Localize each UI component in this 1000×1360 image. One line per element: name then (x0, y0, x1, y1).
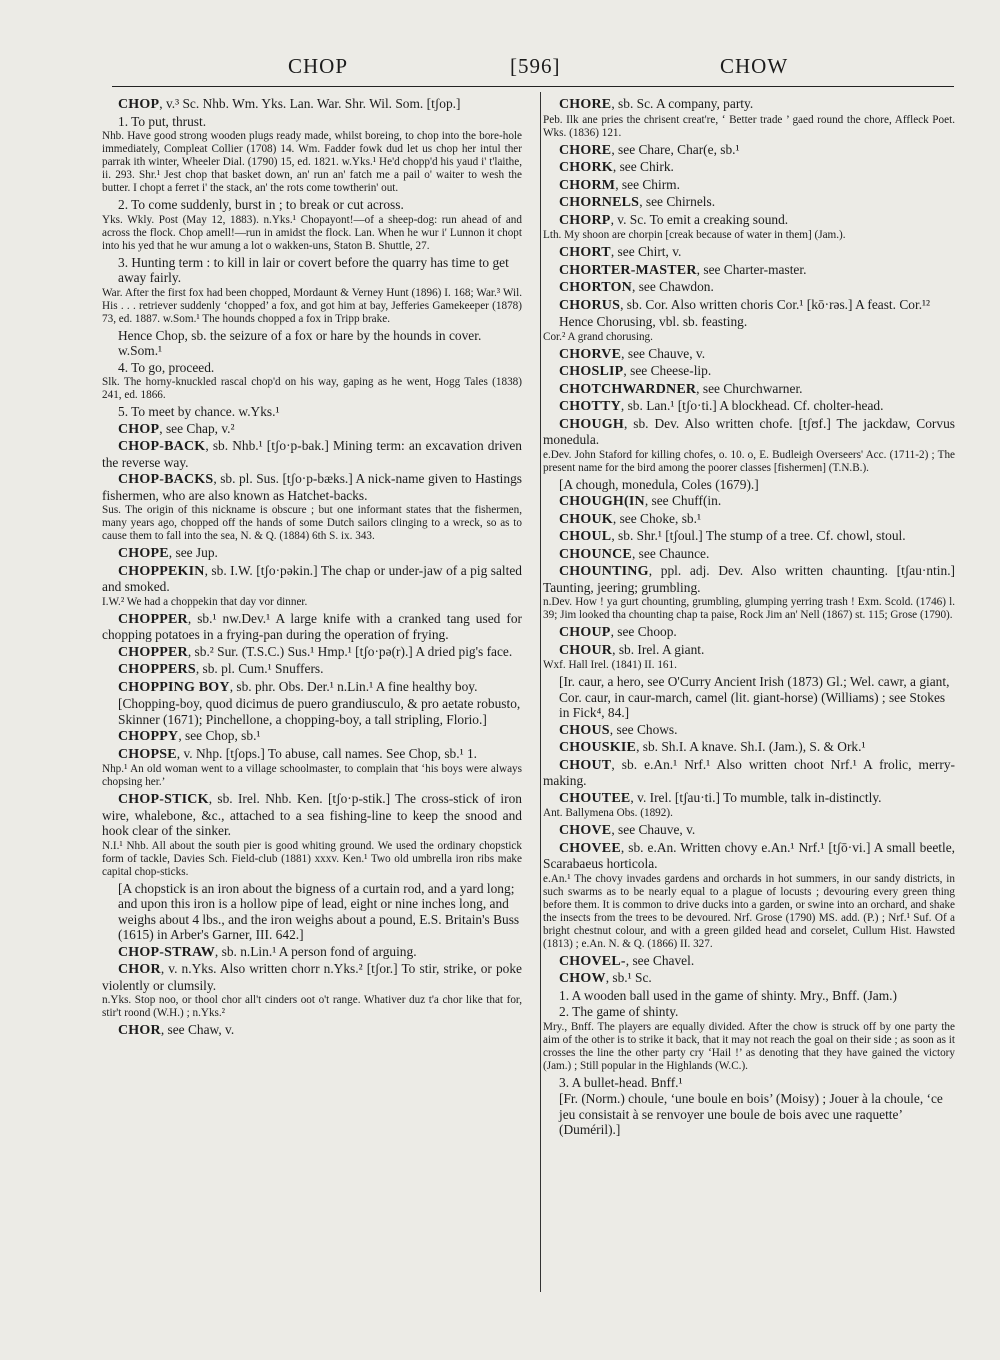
citation: Ant. Ballymena Obs. (1892). (543, 807, 673, 819)
sense-definition: 1. To put, thrust. (118, 113, 207, 129)
citation: Yks. Wkly. Post (May 12, 1883). n.Yks.¹ Chopayont!—of a sheep-dog: run ahead of and across the flock. Chop amell!—run in amidst the flock. Lan. When he wur i' Lunnon it chopt into his yed that he wur amung a lot o wakken-uns, Staton B. Shuttle, 27. (102, 213, 522, 252)
dictionary-entry: CHOUR, sb. Irel. A giant. (559, 641, 705, 658)
sense-definition: 4. To go, proceed. (118, 359, 215, 375)
headword: CHOR (118, 962, 161, 977)
running-head-left: CHOP (288, 54, 349, 78)
dictionary-entry: CHOTTY, sb. Lan.¹ [tʃo·ti.] A blockhead. Cf. cholter-head. (559, 398, 884, 414)
headword: CHOP (118, 97, 160, 112)
citation: n.Dev. How ! ya gurt chounting, grumbling, glumping yerring trash ! Exm. Scold. (1746) l. 39; Jim looked tha chounting chap ta paise, Rock Jim an' Nell (1867) st. 115; Grose (1790). (543, 596, 955, 621)
citation: Sus. The origin of this nickname is obscure ; but one informant states that the fishermen, many years ago, chopped off the hands of some Dutch sailors clinging to a wreck, so as to cause them to fall into the sea, N. & Q. (1884) 6th S. ix. 343. (102, 504, 522, 542)
dictionary-entry: CHOPPERS, sb. pl. Cum.¹ Snuffers. (118, 661, 324, 677)
dictionary-entry: CHOSLIP, see Cheese-lip. (559, 363, 712, 379)
headword: CHOUGH (559, 416, 624, 432)
headword: CHOPPER (118, 611, 188, 627)
headword: CHORP (559, 212, 611, 228)
headword: CHOUR (559, 642, 613, 658)
citation: Slk. The horny-knuckled rascal chop'd on his way, gaping as he went, Hogg Tales (1838) 241, ed. 1866. (102, 376, 522, 401)
headword: CHORM (559, 177, 616, 193)
headword: CHORUS (559, 297, 621, 313)
headword: CHOTCHWARDNER (559, 381, 697, 397)
dictionary-entry: CHOP-BACK, sb. Nhb.¹ [tʃo·p-bak.] Mining term: an excavation driven the reverse way. (102, 438, 522, 470)
dictionary-entry: CHOUK, see Choke, sb.¹ (559, 510, 701, 527)
dictionary-entry: CHOUTEE, v. Irel. [tʃau·ti.] To mumble, talk in-distinctly. (559, 789, 882, 806)
headword: CHOPPER (118, 644, 188, 660)
page-header (110, 54, 940, 84)
citation: Lth. My shoon are chorpin [creak because of water in them] (Jam.). (543, 229, 846, 241)
dictionary-entry: CHOP, see Chap, v.² (118, 420, 235, 437)
headword: CHORE (559, 97, 612, 112)
dictionary-entry: CHOUT, sb. e.An.¹ Nrf.¹ Also written choot Nrf.¹ A frolic, merry-making. (543, 756, 955, 788)
sense-definition: [Fr. (Norm.) choule, ‘une boule en bois’ (Moisy) ; Jouer à la choule, ‘ce jeu consistait à se renvoyer une boule de bois avec une raquette’ (Duméril).] (559, 1091, 943, 1137)
headword: CHOP-BACKS (118, 472, 214, 487)
headword: CHOPE (118, 546, 169, 561)
header-rule (112, 86, 954, 87)
dictionary-entry: CHOUS, see Chows. (559, 721, 678, 738)
dictionary-entry: CHORNELS, see Chirnels. (559, 194, 716, 210)
headword: CHOUP (559, 625, 611, 640)
headword: CHOW (559, 971, 606, 986)
dictionary-entry: CHOUNTING, ppl. adj. Dev. Also written chaunting. [tʃau·ntin.] Taunting, jeering; grumbling. (543, 563, 955, 595)
dictionary-entry: CHORTER-MASTER, see Charter-master. (559, 261, 807, 278)
headword: CHOUK (559, 511, 613, 527)
citation: War. After the first fox had been chopped, Mordaunt & Verney Hunt (1896) I. 168; War.³ Wil. His . . . retriever suddenly ‘chopped’ a fox, and got him at bay, Jefferies Gamekeeper (1878) 73, ed. 1887. w.Som.¹ The hounds chopped a fox in Tripp brake. (102, 286, 522, 325)
headword: CHORE (559, 142, 612, 158)
citation: Peb. Ilk ane pries the chrisent creat're, ‘ Better trade ’ gaed round the chore, Affleck Poet. Wks. (1836) 121. (543, 113, 955, 139)
sense-definition: [A chopstick is an iron about the bigness of a curtain rod, and a yard long; and upon this iron is a hollow pipe of lead, eight or nine inches long, and weighs about 4 lbs., and the iron weighs about a pound, E.S. Britain's Buss (1615) in Arber's Garner, III. 642.] (118, 880, 520, 942)
headword: CHOVEE (559, 840, 621, 856)
sense-definition: 3. Hunting term : to kill in lair or covert before the quarry has time to get away fairly. (118, 254, 509, 285)
dictionary-entry: CHOVEE, sb. e.An. Written chovy e.An.¹ Nrf.¹ [tʃō·vi.] A small beetle, Scarabaeus horticola. (543, 839, 955, 871)
dictionary-entry: CHORP, v. Sc. To emit a creaking sound. (559, 211, 789, 228)
dictionary-entry: CHOW, sb.¹ Sc. (559, 970, 652, 986)
citation: e.An.¹ The chovy invades gardens and orchards in hot summers, in our sandy districts, in such swarms as to be nearly equal to a plague of locusts ; devouring every green thing before them. It is common to drive ducks into a garden, or swine into an orchard, and shake the insects from the trees to be devoured. Nrf. Grose (1790) MS. add. (P.) ; Nrf.¹ Suf. Of a bright chestnut colour, and with a green gilded head and corselet, Cullum Hist. Hawsted (1813) ; e.An. N. & Q. (1866) II. 327. (543, 872, 955, 950)
sense-definition: [Ir. caur, a hero, see O'Curry Ancient Irish (1873) Gl.; Wel. cawr, a giant, Cor. caur, in caur-march, camel (lit. giant-horse) (Williams) ; see Stokes in Fick⁴, 84.] (559, 674, 950, 720)
citation: Cor.² A grand chorusing. (543, 330, 653, 343)
headword: CHOUT (559, 757, 612, 773)
dictionary-entry: CHOR, see Chaw, v. (118, 1022, 235, 1038)
citation: Nhp.¹ An old woman went to a village schoolmaster, to complain that ‘his boys were always chopsing her.’ (102, 763, 522, 788)
citation: Wxf. Hall Irel. (1841) II. 161. (543, 659, 677, 671)
headword: CHOPPY (118, 729, 179, 744)
headword: CHOUS (559, 722, 610, 738)
headword: CHOUTEE (559, 790, 631, 806)
running-head-right: CHOW (720, 54, 789, 78)
dictionary-entry: CHORM, see Chirm. (559, 176, 680, 193)
headword: CHOP (118, 421, 160, 437)
dictionary-entry: CHOP-STICK, sb. Irel. Nhb. Ken. [tʃo·p-stik.] The cross-stick of iron wire, whalebone, &c., attached to a sea fishing-line to keep the snood and hook clear of the sinker. (102, 791, 522, 838)
dictionary-entry: CHORTON, see Chawdon. (559, 279, 714, 295)
headword: CHOP-BACK (118, 439, 206, 454)
right-column (543, 96, 955, 1139)
dictionary-entry: CHOUGH, sb. Dev. Also written chofe. [tʃʊf.] The jackdaw, Corvus monedula. (543, 415, 955, 447)
headword: CHOP-STICK (118, 792, 209, 807)
dictionary-entry: CHOUSKIE, sb. Sh.I. A knave. Sh.I. (Jam.), S. & Ork.¹ (559, 739, 866, 755)
headword: CHOSLIP (559, 364, 624, 379)
dictionary-entry: CHOUGH(IN, see Chuff(in. (559, 493, 722, 509)
dictionary-entry: CHOPPY, see Chop, sb.¹ (118, 728, 261, 744)
sense-definition: Hence Chop, sb. the seizure of a fox or hare by the hounds in cover. w.Som.¹ (118, 327, 482, 358)
dictionary-entry: CHOUNCE, see Chaunce. (559, 545, 710, 562)
citation: N.I.¹ Nhb. All about the south pier is good whiting ground. We used the ordinary chopstick form of tackle, Davies Sch. Field-club (1881) xxxv. Ken.¹ Two old umbrella iron ribs make capital chop-sticks. (102, 839, 522, 878)
headword: CHORTER-MASTER (559, 262, 697, 278)
citation: I.W.² We had a choppekin that day vor dinner. (102, 595, 308, 608)
dictionary-entry: CHORVE, see Chauve, v. (559, 345, 706, 362)
headword: CHOPSE (118, 746, 177, 762)
headword: CHOPPERS (118, 662, 196, 677)
citation: n.Yks. Stop noo, or thool chor all't cinders oot o't range. Whativer duz t'a chor like that for, stir't roond (W.H.) ; n.Yks.² (102, 994, 522, 1019)
citation: e.Dev. John Staford for killing chofes, o. 10. o, E. Budleigh Overseers' Acc. (1711-2) ; The present name for the bird among the poorer classes [fishermen] (T.N.B.). (543, 448, 955, 474)
dictionary-entry: CHOPSE, v. Nhp. [tʃops.] To abuse, call names. See Chop, sb.¹ 1. (118, 745, 477, 762)
citation: Mry., Bnff. The players are equally divided. After the chow is struck off by one party the aim of the other is to strike it back, that it may not reach the goal on their side ; as soon as it crosses the line the other party cry ‘Hail !’ as denoting that they have gained the victory (Jam.) ; Still popular in the Highlands (W.C.). (543, 1020, 955, 1072)
headword: CHOUL (559, 529, 612, 544)
dictionary-entry: CHOVE, see Chauve, v. (559, 822, 696, 838)
headword: CHORT (559, 245, 611, 260)
headword: CHOUGH(IN (559, 494, 645, 509)
headword: CHOPPEKIN (118, 563, 205, 579)
dictionary-entry: CHOPPEKIN, sb. I.W. [tʃo·pəkin.] The chap or under-jaw of a pig salted and smoked. (102, 562, 522, 594)
headword: CHOUSKIE (559, 740, 637, 755)
dictionary-entry: CHORE, see Chare, Char(e, sb.¹ (559, 141, 740, 158)
dictionary-entry: CHOTCHWARDNER, see Churchwarner. (559, 380, 803, 397)
citation: Nhb. Have good strong wooden plugs ready made, whilst boreing, to chop into the bore-hole immediately, Compleat Collier (1708) 14. Wm. Fadder fowk dud let us chop her intul ther parrak ith winter, Wheeler Dial. (1790) 15, ed. 1821. w.Yks.¹ He'd chopp'd his yaud i' t'laithe, ii. 293. Shr.¹ Jest chop that basket down, an' run an' fatch me a pail o' waiter to wesh the butter. I chopt a ferret i' the stack, an' the rots come towtherin' out. (102, 130, 522, 194)
sense-definition: 1. A wooden ball used in the game of shinty. Mry., Bnff. (Jam.) (559, 987, 897, 1003)
sense-definition: 5. To meet by chance. w.Yks.¹ (118, 404, 280, 419)
column-divider (540, 92, 541, 1292)
headword: CHORK (559, 160, 613, 175)
dictionary-entry: CHOUL, sb. Shr.¹ [tʃoul.] The stump of a tree. Cf. chowl, stoul. (559, 528, 906, 544)
headword: CHOUNTING (559, 564, 649, 579)
dictionary-entry: CHORE, sb. Sc. A company, party. (559, 96, 754, 112)
headword: CHOP-STRAW (118, 944, 215, 960)
dictionary-entry: CHORK, see Chirk. (559, 159, 674, 175)
dictionary-entry: CHORT, see Chirt, v. (559, 244, 682, 260)
dictionary-entry: CHOPE, see Jup. (118, 545, 218, 561)
dictionary-entry: CHOVEL-, see Chavel. (559, 952, 695, 969)
dictionary-entry: CHOPPING BOY, sb. phr. Obs. Der.¹ n.Lin.¹ A fine healthy boy. (118, 678, 478, 695)
left-column (102, 96, 522, 1040)
dictionary-entry: CHOR, v. n.Yks. Also written chorr n.Yks.² [tʃor.] To stir, strike, or poke violently or clumsily. (102, 961, 522, 993)
headword: CHORVE (559, 346, 622, 362)
sense-definition: 2. The game of shinty. (559, 1004, 679, 1019)
dictionary-entry: CHORUS, sb. Cor. Also written choris Cor.¹ [kō·rəs.] A feast. Cor.¹² (559, 296, 931, 313)
headword: CHOVEL- (559, 953, 626, 969)
dictionary-entry: CHOP, v.³ Sc. Nhb. Wm. Yks. Lan. War. Shr. Wil. Som. [tʃop.] (118, 96, 461, 112)
page-number: [596] (510, 54, 561, 78)
dictionary-entry: CHOPPER, sb.¹ nw.Dev.¹ A large knife with a cranked tang used for chopping potatoes in a frying-pan during the operation of frying. (102, 610, 522, 642)
headword: CHOVE (559, 823, 612, 838)
sense-definition: [Chopping-boy, quod dicimus de puero grandiusculo, & pro aetate robusto, Skinner (1671); Pinchellone, a chopping-boy, a tall stripling, Florio.] (118, 696, 521, 727)
dictionary-entry: CHOP-STRAW, sb. n.Lin.¹ A person fond of arguing. (118, 943, 417, 960)
headword: CHOR (118, 1023, 161, 1038)
headword: CHOPPING BOY (118, 679, 230, 695)
headword: CHORNELS (559, 195, 640, 210)
dictionary-entry: CHOUP, see Choop. (559, 624, 677, 640)
headword: CHOUNCE (559, 546, 632, 562)
sense-definition: [A chough, monedula, Coles (1679).] (559, 476, 759, 492)
dictionary-entry: CHOP-BACKS, sb. pl. Sus. [tʃo·p-bæks.] A nick-name given to Hastings fishermen, who are also known as Hatchet-backs. (102, 471, 522, 503)
headword: CHOTTY (559, 399, 621, 414)
sense-definition: 3. A bullet-head. Bnff.¹ (559, 1074, 683, 1090)
dictionary-entry: CHOPPER, sb.² Sur. (T.S.C.) Sus.¹ Hmp.¹ [tʃo·pə(r).] A dried pig's face. (118, 643, 513, 660)
sense-definition: 2. To come suddenly, burst in ; to break or cut across. (118, 197, 404, 212)
sense-definition: Hence Chorusing, vbl. sb. feasting. (559, 314, 748, 329)
headword: CHORTON (559, 280, 632, 295)
